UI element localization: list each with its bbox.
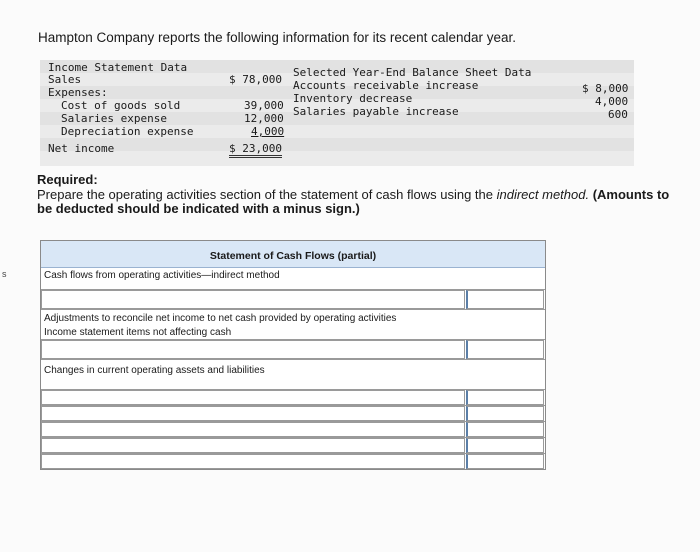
salaries-expense-value: 12,000: [244, 112, 284, 125]
salaries-payable-label: Salaries payable increase: [293, 105, 459, 118]
cash-flows-label: Cash flows from operating activities—indirect method: [44, 270, 280, 281]
income-statement-header: Income Statement Data: [48, 61, 188, 74]
amount-input[interactable]: [466, 390, 544, 405]
amount-input[interactable]: [466, 422, 544, 437]
table-row: [41, 339, 545, 359]
amount-input[interactable]: [466, 406, 544, 421]
cogs-label: Cost of goods sold: [61, 99, 181, 112]
table-header: [41, 241, 545, 268]
description-input[interactable]: [41, 340, 465, 359]
amount-input[interactable]: [466, 454, 544, 469]
sales-label: Sales: [48, 73, 82, 86]
required-text: Prepare the operating activities section of the statement of cash flows using the: [37, 186, 497, 202]
non-cash-items-label: Income statement items not affecting cash: [44, 327, 232, 338]
problem-intro: Hampton Company reports the following information for its recent calendar year.: [38, 30, 516, 45]
adjustments-label: Adjustments to reconcile net income to net cash provided by operating activities: [44, 313, 397, 324]
changes-label: Changes in current operating assets and liabilities: [44, 365, 265, 376]
table-row: [41, 405, 545, 421]
salaries-expense-label: Salaries expense: [61, 112, 167, 125]
required-method: indirect method.: [496, 186, 590, 202]
required-section: [37, 173, 687, 217]
description-input[interactable]: [41, 390, 465, 405]
description-input[interactable]: [41, 406, 465, 421]
ar-increase-label: Accounts receivable increase: [293, 79, 479, 92]
description-input[interactable]: [41, 454, 465, 469]
table-row: [41, 453, 545, 469]
sales-value: $ 78,000: [229, 73, 282, 86]
inventory-decrease-value: 4,000: [595, 95, 629, 108]
depreciation-label: Depreciation expense: [61, 125, 194, 138]
table-row: [41, 267, 545, 289]
balance-sheet-header: Selected Year-End Balance Sheet Data: [293, 66, 532, 79]
required-note: (Amounts to be deducted should be indicated with a minus sign.): [37, 186, 670, 216]
table-row: [41, 289, 545, 309]
table-row: [41, 359, 545, 389]
description-input[interactable]: [41, 438, 465, 453]
inventory-decrease-label: Inventory decrease: [293, 92, 413, 105]
description-input[interactable]: [41, 290, 465, 309]
net-income-label: Net income: [48, 142, 115, 155]
salaries-payable-value: 600: [608, 108, 628, 121]
amount-input[interactable]: [466, 438, 544, 453]
table-row: [41, 309, 545, 339]
amount-input[interactable]: [466, 340, 544, 359]
amount-input[interactable]: [466, 290, 544, 309]
side-marker: s: [2, 269, 7, 279]
description-input[interactable]: [41, 422, 465, 437]
ar-increase-value: $ 8,000: [582, 82, 629, 95]
net-income-value: $ 23,000: [229, 142, 282, 158]
table-title: Statement of Cash Flows (partial): [209, 250, 377, 262]
cogs-value: 39,000: [244, 99, 284, 112]
table-row: [41, 421, 545, 437]
depreciation-value: 4,000: [251, 125, 285, 138]
table-row: [41, 437, 545, 453]
cash-flow-table: [40, 240, 546, 470]
expenses-label: Expenses:: [48, 86, 108, 99]
required-heading: Required:: [37, 172, 98, 187]
table-row: [41, 389, 545, 405]
